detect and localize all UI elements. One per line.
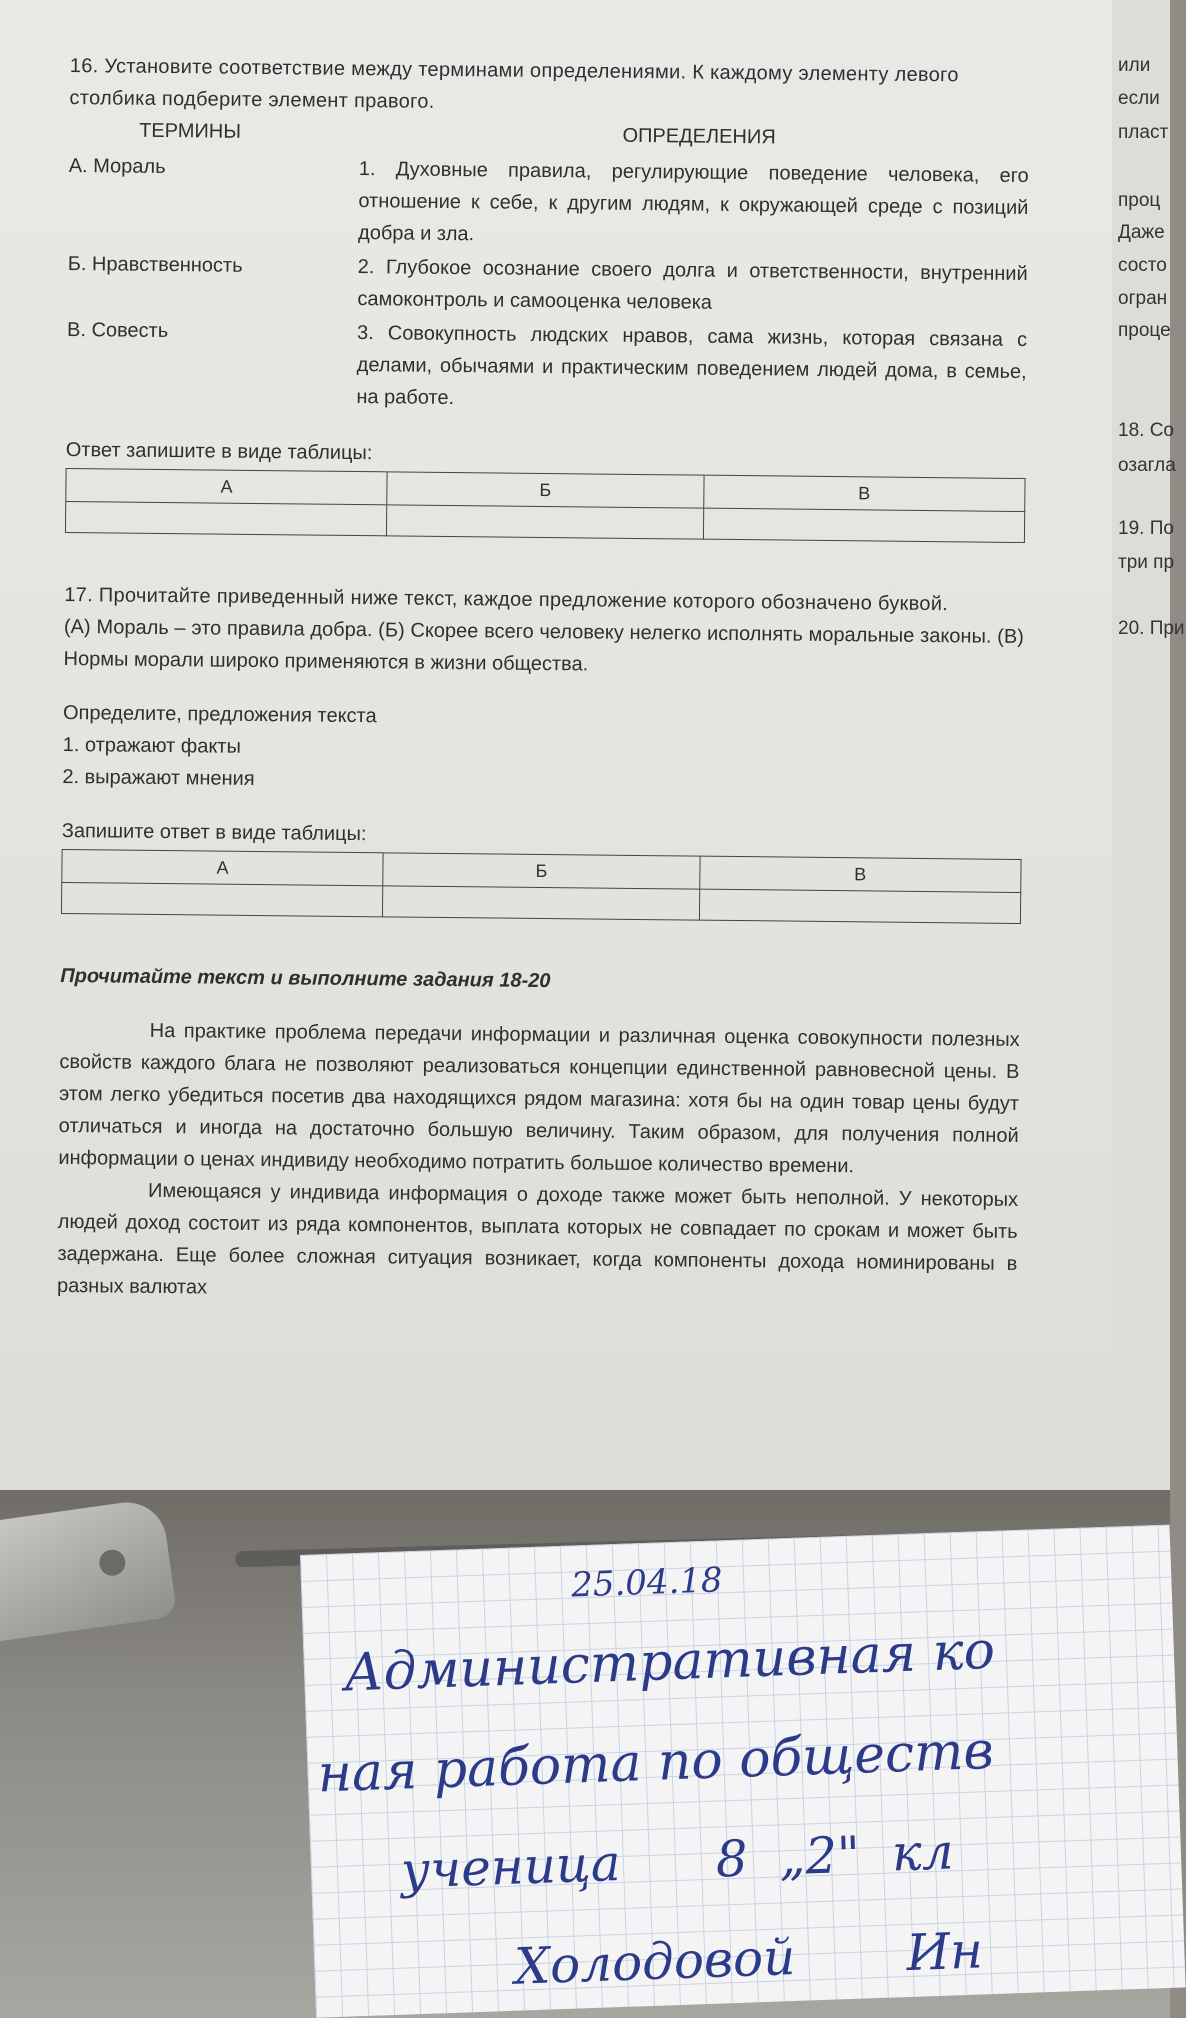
adjacent-page-edge: [1112, 0, 1185, 1490]
definition-text: 2. Глубокое осознание своего долга и ответственности, внутренний самоконтроль и самооценка человека: [357, 256, 1028, 314]
term-label: А. Мораль: [68, 154, 166, 179]
worksheet-content: [57, 50, 1030, 1312]
answer-cell: [699, 889, 1021, 923]
table-header-cell: В: [703, 475, 1025, 511]
table-header-cell: Б: [387, 472, 704, 508]
reading-instruction: Прочитайте текст и выполните задания 18-20: [60, 964, 551, 993]
table-header-cell: В: [699, 856, 1021, 892]
task17-text: (А) Мораль – это правила добра. (Б) Скорее всего человеку нелегко исполнять моральные законы. (В) Нормы морали широко применяются в жизни общества.: [63, 615, 1025, 676]
handwritten-line: ная работа по обществ: [316, 1720, 995, 1805]
edge-text: состо: [1118, 255, 1167, 276]
reading-paragraph: Имеющаяся у индивида информация о доходе также может быть неполной. У некоторых людей доход состоит из ряда компонентов, выплата которых не совпадает по срокам и может быть задержана. Еще более сложная ситуация возникает, когда компоненты дохода номинированы в разных валютах: [56, 1179, 1019, 1299]
answer-cell: [61, 882, 383, 916]
edge-text: Даже: [1118, 222, 1165, 243]
task17-heading: 17. Прочитайте приведенный ниже текст, каждое предложение которого обозначено буквой.: [64, 583, 949, 616]
table-header-cell: А: [66, 468, 388, 504]
task16-answer-table: [65, 468, 1026, 543]
edge-text: огран: [1118, 288, 1168, 309]
edge-text: или: [1118, 55, 1151, 76]
notebook-page: [300, 1525, 1186, 2018]
task17-option: 2. выражают мнения: [62, 765, 255, 790]
match-row: [66, 314, 1027, 420]
edge-text: 19. По: [1118, 518, 1174, 539]
task16-answer-prompt: Ответ запишите в виде таблицы:: [65, 438, 373, 465]
edge-text: три пр: [1118, 552, 1175, 573]
edge-text: 18. Со: [1118, 420, 1174, 441]
handwritten-date: 25.04.18: [570, 1560, 724, 1606]
reading-paragraph: На практике проблема передачи информации и различная оценка совокупности полезных свойств каждого блага не позволяют реализоваться концепции единственной равновесной цены. В этом легко убедиться посетив два находящихся рядом магазина: хотя бы на один товар цены будут отличаться и иногда на достаточно большую величину. Таким образом, для получения полной информации о ценах индивиду необходимо потратить большое количество времени.: [58, 1019, 1020, 1178]
edge-text: озагла: [1118, 455, 1176, 476]
task17-option: 1. отражают факты: [62, 733, 242, 758]
task17-answer-prompt: Запишите ответ в виде таблицы:: [61, 819, 367, 846]
handwritten-line: ученица 8 „2" кл: [400, 1822, 955, 1900]
task16-heading: 16. Установите соответствие между терминами определениями. К каждому элементу левого столбика подберите элемент правого.: [69, 54, 959, 113]
answer-cell: [383, 886, 700, 920]
match-row: [68, 150, 1029, 256]
edge-text: проце: [1118, 320, 1171, 341]
table-header-cell: Б: [383, 853, 700, 889]
edge-text: если: [1118, 88, 1160, 109]
definition-text: 1. Духовные правила, регулирующие поведение человека, его отношение к себе, к другим людям, к окружающей среде с позиций добра и зла.: [357, 158, 1029, 246]
terms-header: ТЕРМИНЫ: [139, 119, 242, 143]
handwritten-line: Административная ко: [343, 1620, 996, 1704]
answer-cell: [65, 501, 387, 535]
task17-question: Определите, предложения текста: [62, 701, 377, 728]
task17-answer-table: [61, 849, 1022, 924]
answer-cell: [387, 505, 704, 539]
match-row: [67, 248, 1028, 322]
answer-cell: [703, 508, 1025, 542]
definitions-header: ОПРЕДЕЛЕНИЯ: [622, 124, 776, 149]
table-header-cell: А: [62, 849, 384, 885]
edge-text: пласт: [1118, 122, 1169, 143]
handwritten-line: Холодовой Ин: [513, 1921, 984, 1996]
tag-hole: [98, 1548, 127, 1577]
edge-text: проц: [1118, 190, 1161, 211]
term-label: В. Совесть: [66, 318, 169, 343]
edge-text: 20. При: [1118, 618, 1185, 639]
definition-text: 3. Совокупность людских нравов, сама жизнь, которая связана с делами, обычаями и практическим поведением людей дома, в семье, на работе.: [356, 322, 1028, 410]
term-label: Б. Нравственность: [67, 252, 243, 277]
